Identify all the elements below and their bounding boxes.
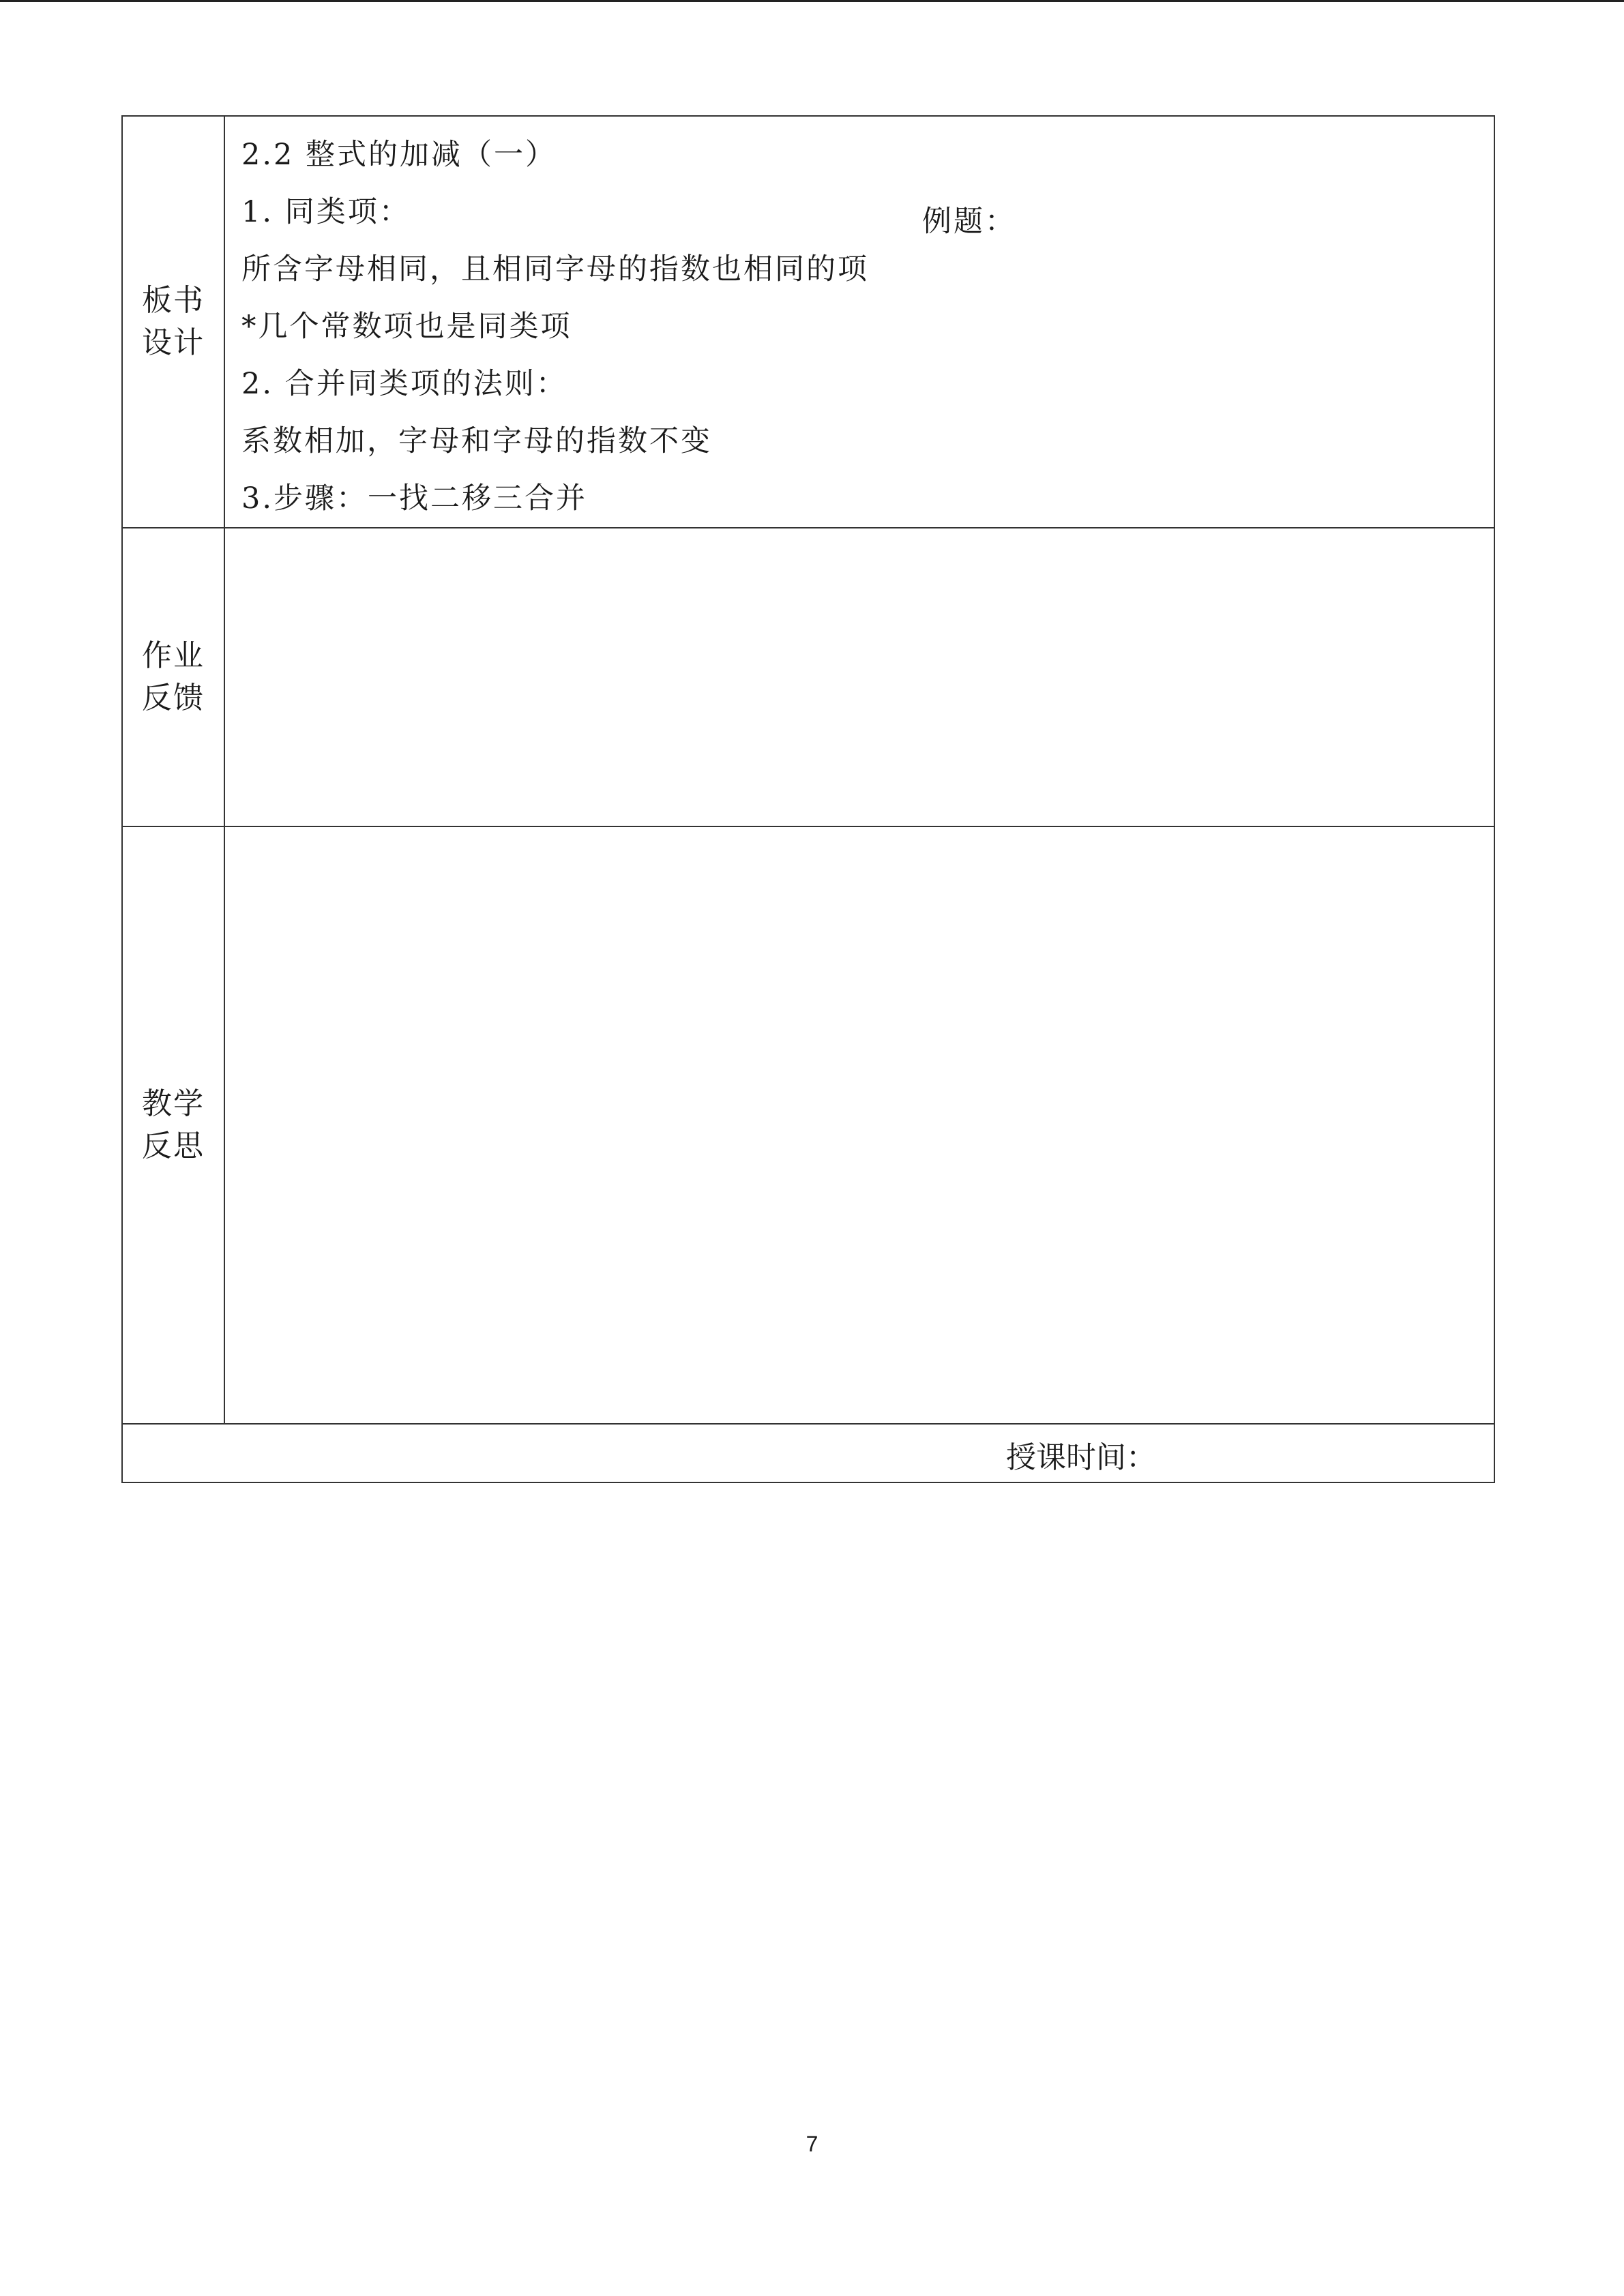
teaching-reflection-label-line1: 教学: [142, 1086, 205, 1121]
board-line-constants-note: *几个常数项也是同类项: [241, 310, 572, 344]
class-time-cell: [122, 1424, 1494, 1482]
board-line-steps: 3.步骤：一找二移三合并: [241, 481, 588, 516]
homework-feedback-label: [122, 528, 224, 826]
board-line-rule-heading: 2. 合并同类项的法则：: [241, 367, 567, 401]
class-time-label: 授课时间：: [1006, 1440, 1156, 1475]
board-line-rule: 系数相加，字母和字母的指数不变: [241, 424, 712, 458]
board-design-label-line1: 板书: [142, 283, 205, 318]
board-line-definition: 所含字母相同，且相同字母的指数也相同的项: [241, 252, 869, 286]
page-top-rule: [0, 0, 1624, 2]
homework-feedback-content: [224, 528, 1494, 826]
board-design-text: [124, 126, 1494, 527]
footer-row: [122, 1424, 1494, 1482]
board-design-label-line2: 设计: [142, 325, 205, 360]
homework-feedback-row: [122, 528, 1494, 826]
lesson-plan-table: [121, 115, 1495, 1483]
teaching-reflection-row: [122, 826, 1494, 1424]
teaching-reflection-label-line2: 反思: [142, 1129, 205, 1163]
homework-feedback-label-line2: 反馈: [142, 681, 205, 715]
teaching-reflection-content: [224, 826, 1494, 1424]
board-line-like-terms: 1. 同类项：: [241, 195, 411, 229]
board-line-title: 2.2 整式的加减（一）: [241, 138, 557, 172]
board-design-content: [224, 116, 1494, 528]
homework-feedback-label-line1: 作业: [142, 638, 205, 673]
page-number: 7: [806, 2132, 818, 2156]
teaching-reflection-label: [122, 826, 224, 1424]
example-label: 例题：: [922, 205, 1016, 239]
board-design-row: [122, 116, 1494, 528]
